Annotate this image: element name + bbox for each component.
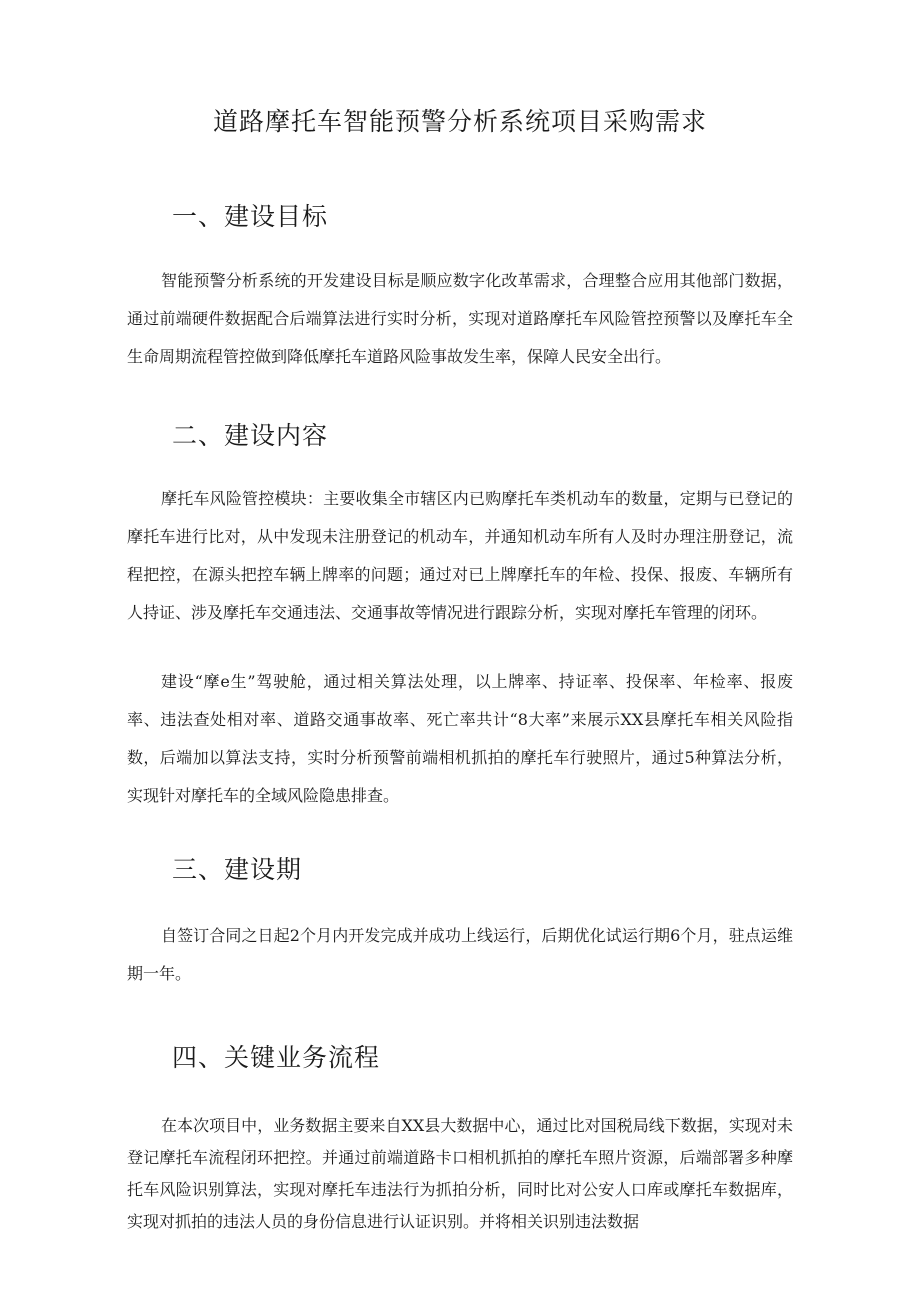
- section-heading-process: 四、关键业务流程: [172, 1043, 381, 1072]
- section-content-paragraph-2: 建设“摩e生”驾驶舱，通过相关算法处理，以上牌率、持证率、投保率、年检率、报废率、违法查处相对率、道路交通事故率、死亡率共计“8大率”来展示XX县摩托车相关风险指数，后端加以算法支持，实时分析预警前端相机抓拍的摩托车行驶照片，通过5种算法分析，实现针对摩托车的全域风险隐患排查。: [127, 672, 793, 805]
- section-heading-content: 二、建设内容: [172, 421, 329, 450]
- section-heading-goals: 一、建设目标: [172, 202, 329, 231]
- section-period-paragraph: 自签订合同之日起2个月内开发完成并成功上线运行，后期优化试运行期6个月，驻点运维期一年。: [127, 926, 793, 983]
- section-goals-paragraph: 智能预警分析系统的开发建设目标是顺应数字化改革需求，合理整合应用其他部门数据，通过前端硬件数据配合后端算法进行实时分析，实现对道路摩托车风险管控预警以及摩托车全生命周期流程管控做到降低摩托车道路风险事故发生率，保障人民安全出行。: [127, 271, 793, 366]
- section-process-paragraph: 在本次项目中，业务数据主要来自XX县大数据中心，通过比对国税局线下数据，实现对未登记摩托车流程闭环把控。并通过前端道路卡口相机抓拍的摩托车照片资源，后端部署多种摩托车风险识别算法，实现对摩托车违法行为抓拍分析，同时比对公安人口库或摩托车数据库，实现对抓拍的违法人员的身份信息进行认证识别。并将相关识别违法数据: [127, 1116, 793, 1231]
- section-heading-period: 三、建设期: [172, 855, 303, 884]
- section-content-paragraph-1: 摩托车风险管控模块：主要收集全市辖区内已购摩托车类机动车的数量，定期与已登记的摩托车进行比对，从中发现未注册登记的机动车，并通知机动车所有人及时办理注册登记，流程把控，在源头把控车辆上牌率的问题；通过对已上牌摩托车的年检、投保、报废、车辆所有人持证、涉及摩托车交通违法、交通事故等情况进行跟踪分析，实现对摩托车管理的闭环。: [127, 489, 793, 622]
- document-title: 道路摩托车智能预警分析系统项目采购需求: [212, 107, 707, 136]
